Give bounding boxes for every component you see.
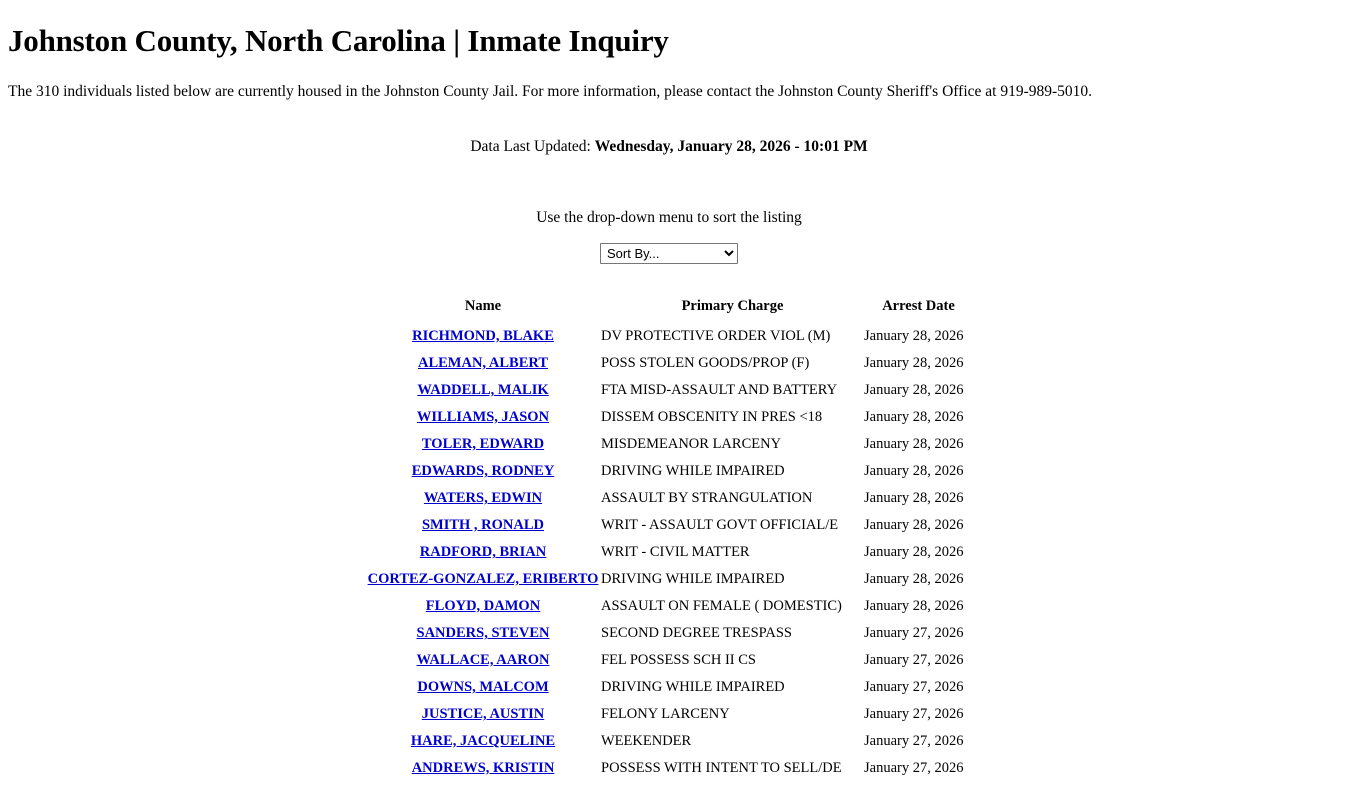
cell-arrest-date: January 28, 2026 — [864, 597, 964, 614]
cell-arrest-date: January 27, 2026 — [864, 759, 964, 776]
table-header-row — [365, 298, 973, 323]
inmate-detail-link[interactable]: DOWNS, MALCOM — [417, 678, 549, 695]
table-row — [365, 458, 973, 485]
cell-primary-charge: ASSAULT ON FEMALE ( DOMESTIC) — [601, 597, 842, 614]
cell-primary-charge: FELONY LARCENY — [601, 705, 730, 722]
inmate-detail-link[interactable]: FLOYD, DAMON — [425, 597, 541, 614]
inmate-detail-link[interactable]: RADFORD, BRIAN — [419, 543, 547, 560]
cell-arrest-date: January 28, 2026 — [864, 408, 964, 425]
cell-arrest-date: January 28, 2026 — [864, 354, 964, 371]
cell-inmate-name — [365, 701, 601, 728]
table-row — [365, 350, 973, 377]
inmate-detail-link[interactable]: ANDREWS, KRISTIN — [411, 759, 555, 776]
cell-inmate-name — [365, 593, 601, 620]
inmate-detail-link[interactable]: SMITH , RONALD — [421, 516, 545, 533]
cell-primary-charge: DRIVING WHILE IMPAIRED — [601, 462, 785, 479]
inmate-detail-link[interactable]: SANDERS, STEVEN — [416, 624, 550, 641]
cell-primary-charge: POSS STOLEN GOODS/PROP (F) — [601, 354, 810, 371]
cell-primary-charge: WRIT - CIVIL MATTER — [601, 543, 750, 560]
page-title: Johnston County, North Carolina | Inmate Inquiry — [8, 23, 669, 58]
cell-arrest-date: January 28, 2026 — [864, 570, 964, 587]
cell-inmate-name — [365, 485, 601, 512]
cell-primary-charge: WRIT - ASSAULT GOVT OFFICIAL/E — [601, 516, 839, 533]
inmate-detail-link[interactable]: WATERS, EDWIN — [423, 489, 543, 506]
cell-primary-charge: MISDEMEANOR LARCENY — [601, 435, 782, 452]
inmate-detail-link[interactable]: EDWARDS, RODNEY — [411, 462, 555, 479]
table-row — [365, 485, 973, 512]
cell-arrest-date: January 28, 2026 — [864, 489, 964, 506]
cell-inmate-name — [365, 512, 601, 539]
sort-select-container — [8, 243, 1358, 264]
inmate-detail-link[interactable]: WILLIAMS, JASON — [416, 408, 550, 425]
cell-inmate-name — [365, 755, 601, 782]
cell-primary-charge: FEL POSSESS SCH II CS — [601, 651, 756, 668]
cell-inmate-name — [365, 566, 601, 593]
table-row — [365, 404, 973, 431]
cell-arrest-date: January 28, 2026 — [864, 462, 964, 479]
cell-primary-charge: POSSESS WITH INTENT TO SELL/DE — [601, 759, 842, 776]
last-updated-line — [8, 138, 1358, 157]
sort-by-select[interactable] — [600, 243, 738, 264]
last-updated-value: Wednesday, January 28, 2026 - 10:01 PM — [594, 137, 868, 155]
cell-arrest-date: January 27, 2026 — [864, 705, 964, 722]
cell-primary-charge: WEEKENDER — [601, 732, 692, 749]
cell-arrest-date: January 28, 2026 — [864, 435, 964, 452]
intro-text: The 310 individuals listed below are currently housed in the Johnston County Jail. For more information, please contact the Johnston County Sheriff's Office at 919-989-5010. — [8, 83, 1093, 101]
inmate-table — [365, 298, 973, 782]
cell-arrest-date: January 27, 2026 — [864, 624, 964, 641]
cell-inmate-name — [365, 620, 601, 647]
inmate-detail-link[interactable]: TOLER, EDWARD — [421, 435, 545, 452]
cell-inmate-name — [365, 377, 601, 404]
inmate-detail-link[interactable]: RICHMOND, BLAKE — [412, 327, 554, 344]
cell-inmate-name — [365, 350, 601, 377]
table-row — [365, 593, 973, 620]
cell-primary-charge: SECOND DEGREE TRESPASS — [601, 624, 792, 641]
cell-primary-charge: DISSEM OBSCENITY IN PRES <18 — [601, 408, 823, 425]
cell-inmate-name — [365, 458, 601, 485]
cell-inmate-name — [365, 404, 601, 431]
cell-primary-charge: DRIVING WHILE IMPAIRED — [601, 678, 785, 695]
cell-arrest-date: January 28, 2026 — [864, 381, 964, 398]
inmate-detail-link[interactable]: WADDELL, MALIK — [417, 381, 549, 398]
inmate-table-head — [365, 298, 973, 323]
cell-arrest-date: January 27, 2026 — [864, 732, 964, 749]
inmate-detail-link[interactable]: CORTEZ-GONZALEZ, ERIBERTO — [367, 570, 599, 587]
cell-inmate-name — [365, 674, 601, 701]
table-row — [365, 620, 973, 647]
table-row — [365, 539, 973, 566]
last-updated-label: Data Last Updated: — [470, 137, 591, 155]
table-row — [365, 728, 973, 755]
table-row — [365, 674, 973, 701]
table-row — [365, 755, 973, 782]
cell-primary-charge: DRIVING WHILE IMPAIRED — [601, 570, 785, 587]
cell-arrest-date: January 28, 2026 — [864, 543, 964, 560]
inmate-detail-link[interactable]: JUSTICE, AUSTIN — [421, 705, 545, 722]
column-header-name: Name — [464, 297, 502, 314]
inmate-table-body — [365, 323, 973, 782]
table-row — [365, 377, 973, 404]
cell-inmate-name — [365, 647, 601, 674]
table-row — [365, 512, 973, 539]
column-header-arrest-date: Arrest Date — [882, 297, 955, 314]
table-row — [365, 431, 973, 458]
cell-inmate-name — [365, 323, 601, 350]
inmate-detail-link[interactable]: ALEMAN, ALBERT — [417, 354, 548, 371]
cell-inmate-name — [365, 539, 601, 566]
sort-instruction: Use the drop-down menu to sort the listing — [536, 209, 802, 227]
table-row — [365, 701, 973, 728]
cell-arrest-date: January 28, 2026 — [864, 516, 964, 533]
table-row — [365, 647, 973, 674]
inmate-detail-link[interactable]: HARE, JACQUELINE — [410, 732, 556, 749]
table-row — [365, 323, 973, 350]
cell-primary-charge: DV PROTECTIVE ORDER VIOL (M) — [601, 327, 831, 344]
cell-primary-charge: FTA MISD-ASSAULT AND BATTERY — [601, 381, 838, 398]
cell-arrest-date: January 28, 2026 — [864, 327, 964, 344]
cell-inmate-name — [365, 431, 601, 458]
cell-inmate-name — [365, 728, 601, 755]
inmate-detail-link[interactable]: WALLACE, AARON — [416, 651, 550, 668]
column-header-primary-charge: Primary Charge — [681, 297, 784, 314]
table-row — [365, 566, 973, 593]
cell-primary-charge: ASSAULT BY STRANGULATION — [601, 489, 813, 506]
cell-arrest-date: January 27, 2026 — [864, 678, 964, 695]
cell-arrest-date: January 27, 2026 — [864, 651, 964, 668]
